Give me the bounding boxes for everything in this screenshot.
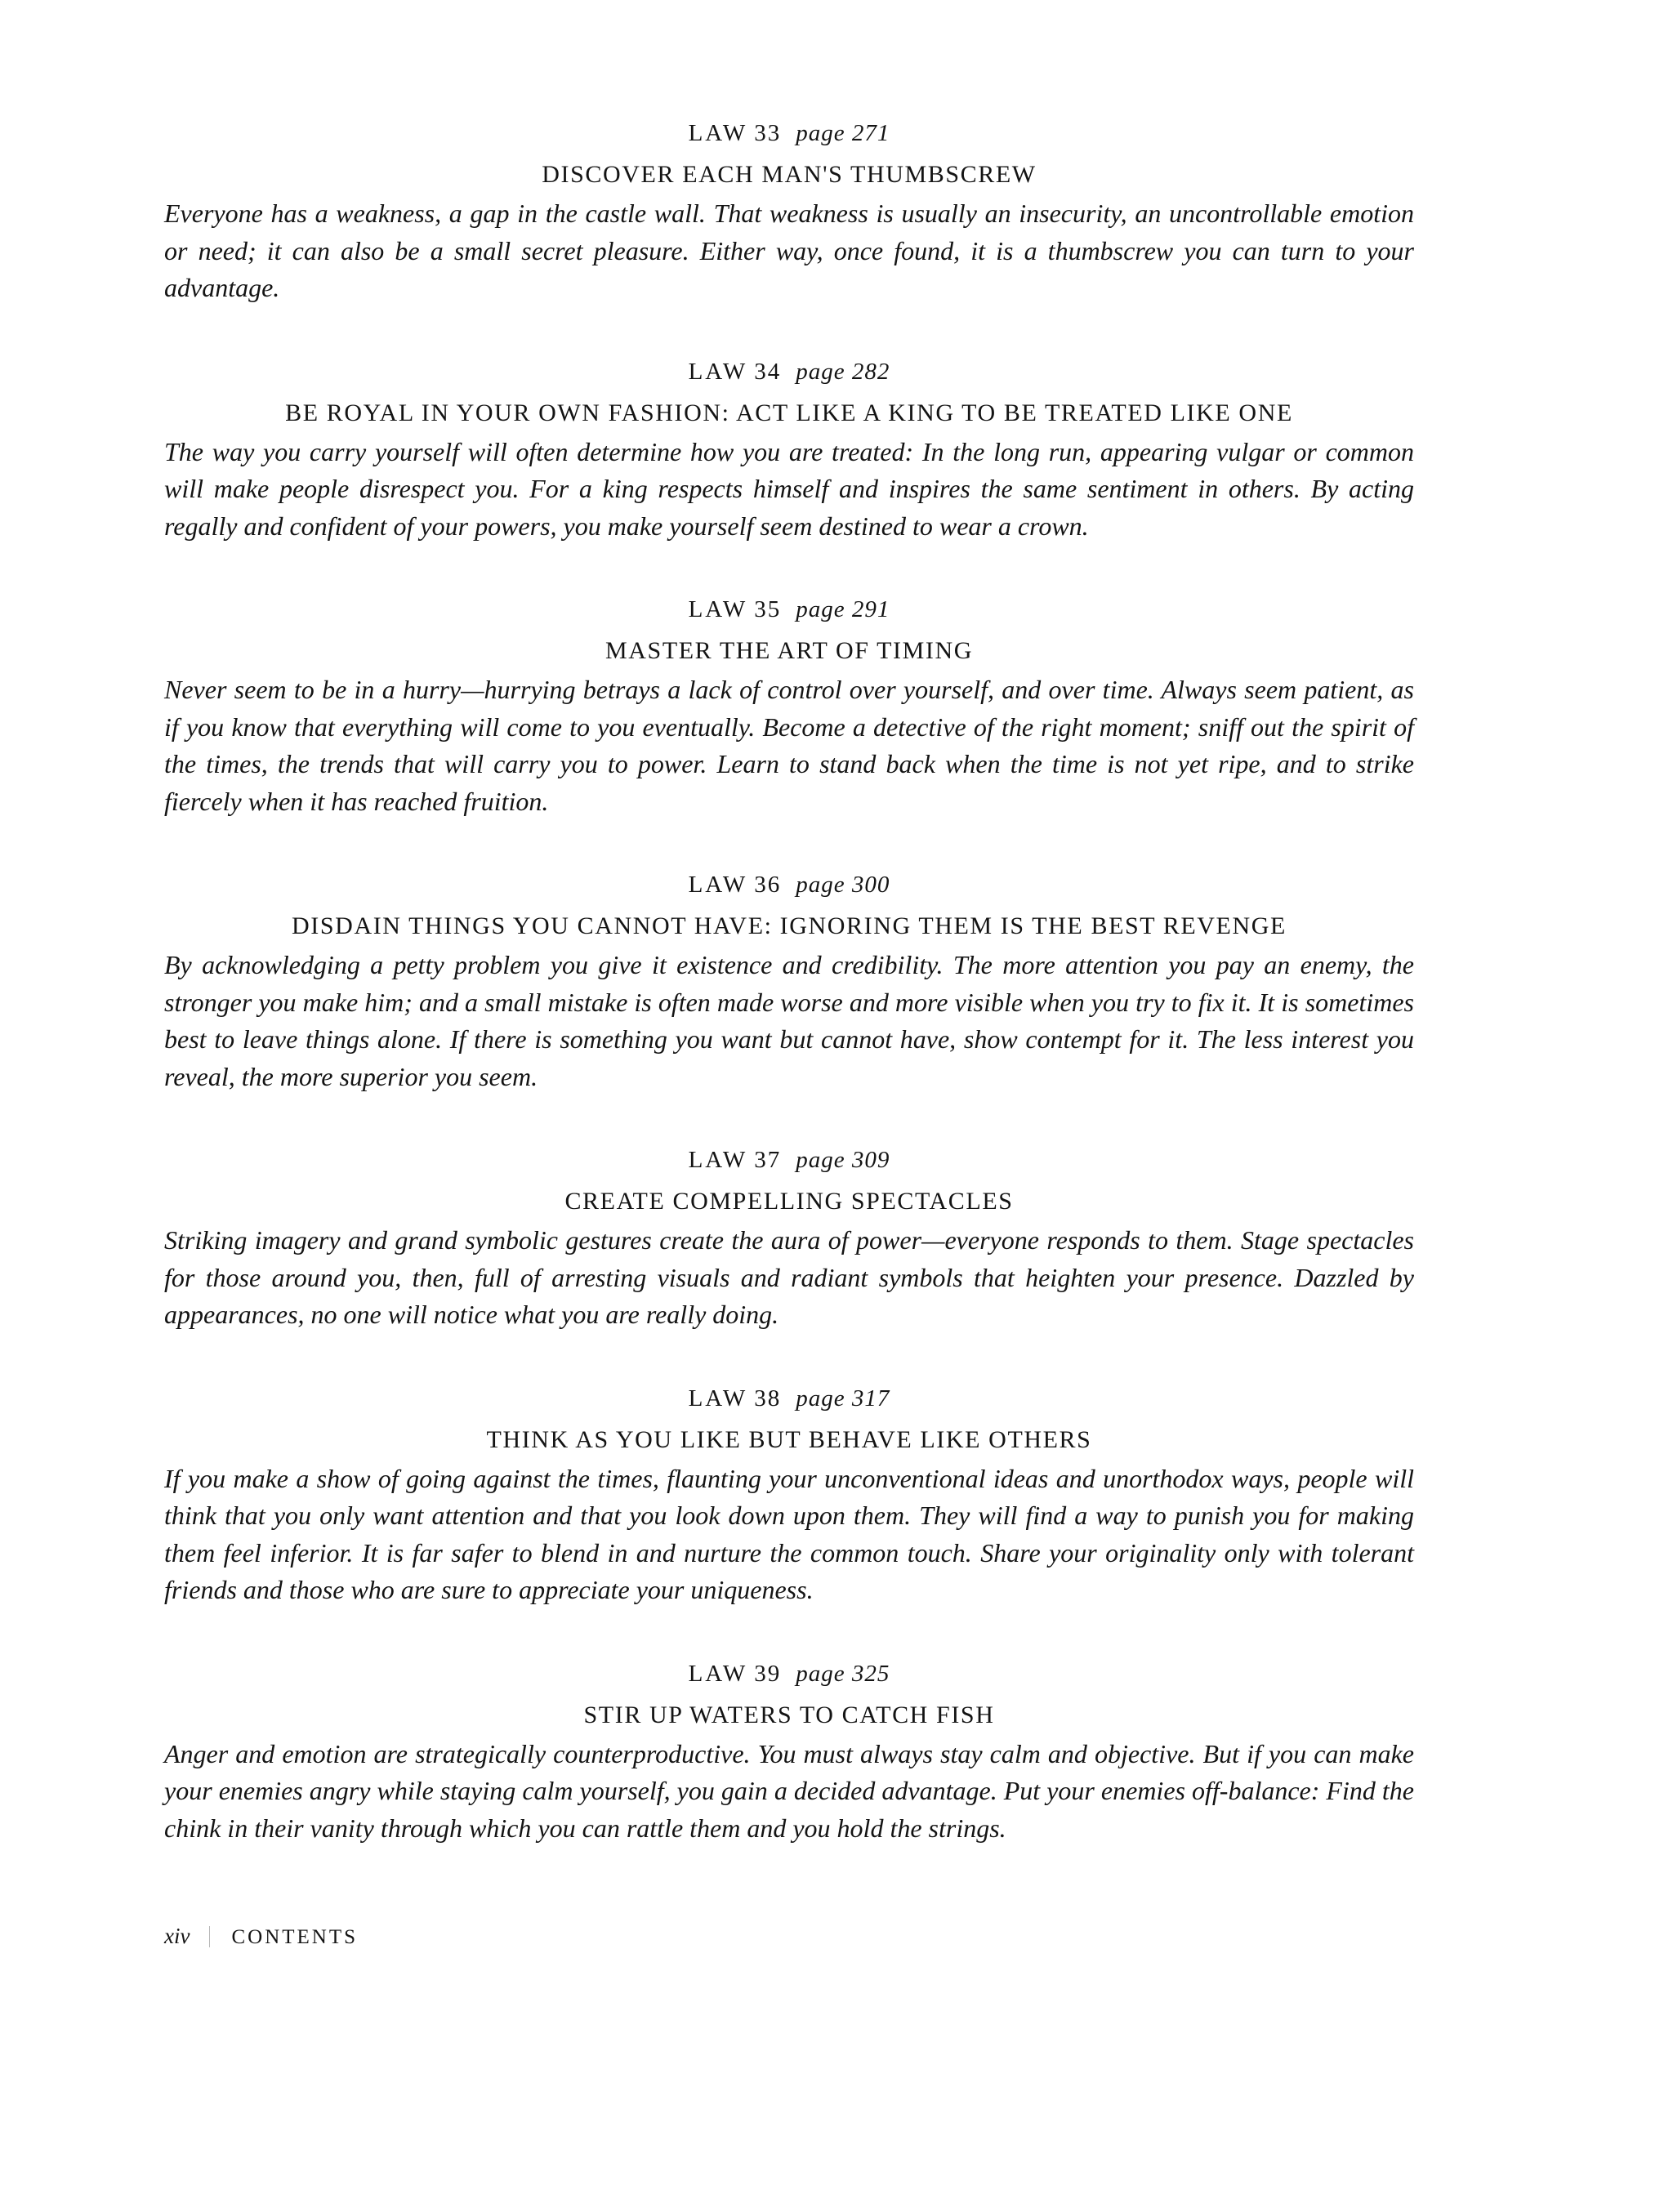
law-number: 33 — [754, 120, 782, 146]
law-summary: The way you carry yourself will often determine how you are treated: In the long run, appearing vulgar or common will make people disrespect you. For a king respects himself and inspires the same sentiment in others. By acting regally and confident of your powers, you make yourself seem destined to wear a crown. — [164, 436, 1414, 541]
law-number: 35 — [754, 596, 782, 622]
law-title: THINK AS YOU LIKE BUT BEHAVE LIKE OTHERS — [486, 1425, 1092, 1453]
law-heading — [164, 353, 1414, 390]
law-summary: Anger and emotion are strategically counterproductive. You must always stay calm and objective. But if you can make your enemies angry while staying calm yourself, you gain a decided advantage. Put your enemies off-balance: Find the chink in their vanity through which you can rattle them and you hold the strings. — [164, 1738, 1414, 1843]
law-title: DISDAIN THINGS YOU CANNOT HAVE: IGNORING THEM IS THE BEST REVENGE — [292, 912, 1287, 939]
law-number: 38 — [754, 1385, 782, 1411]
law-page-ref: page 271 — [796, 120, 890, 146]
page-footer — [164, 1924, 358, 1950]
law-heading — [164, 1380, 1414, 1417]
law-title: DISCOVER EACH MAN'S THUMBSCREW — [542, 161, 1037, 188]
page-number: xiv — [164, 1924, 190, 1948]
law-list — [164, 114, 1414, 1893]
law-number: 36 — [754, 872, 782, 898]
law-page-ref: page 300 — [796, 872, 890, 898]
law-label: LAW — [688, 596, 748, 622]
law-label: LAW — [688, 120, 748, 146]
law-label: LAW — [688, 872, 748, 898]
law-heading — [164, 114, 1414, 152]
law-heading — [164, 1655, 1414, 1692]
law-entry-38 — [164, 1380, 1414, 1609]
law-page-ref: page 317 — [796, 1385, 890, 1411]
law-title: MASTER THE ART OF TIMING — [605, 637, 973, 664]
law-page-ref: page 325 — [796, 1660, 890, 1687]
law-entry-33 — [164, 114, 1414, 307]
law-page-ref: page 282 — [796, 358, 890, 385]
law-heading — [164, 1141, 1414, 1179]
law-label: LAW — [688, 1385, 748, 1411]
law-number: 37 — [754, 1147, 782, 1173]
law-summary: Everyone has a weakness, a gap in the castle wall. That weakness is usually an insecurity, an uncontrollable emotion or need; it can also be a small secret pleasure. Either way, once found, it is a thumbscrew you can turn to your advantage. — [164, 198, 1414, 302]
law-title: CREATE COMPELLING SPECTACLES — [564, 1188, 1014, 1215]
footer-divider — [209, 1926, 210, 1947]
running-footer-label: CONTENTS — [231, 1926, 359, 1948]
law-entry-36 — [164, 866, 1414, 1095]
law-entry-34 — [164, 353, 1414, 546]
law-heading — [164, 866, 1414, 903]
law-entry-37 — [164, 1141, 1414, 1334]
law-title: BE ROYAL IN YOUR OWN FASHION: ACT LIKE A KING TO BE TREATED LIKE ONE — [285, 399, 1293, 426]
law-title: STIR UP WATERS TO CATCH FISH — [583, 1701, 995, 1728]
law-summary: If you make a show of going against the times, flaunting your unconventional ideas and unorthodox ways, people will think that you only want attention and that you look down upon them. They will find a way to punish you for making them feel inferior. It is far safer to blend in and nurture the common touch. Share your originality only with tolerant friends and those who are sure to appreciate your uniqueness. — [164, 1463, 1414, 1604]
law-label: LAW — [688, 1147, 748, 1173]
law-page-ref: page 291 — [796, 596, 890, 622]
law-label: LAW — [688, 1660, 748, 1687]
law-summary: Never seem to be in a hurry—hurrying betrays a lack of control over yourself, and over time. Always seem patient, as if you know that everything will come to you eventually. Become a detective of the right moment; sniff out the spirit of the times, the trends that will carry you to power. Learn to stand back when the time is not yet ripe, and to strike fiercely when it has reached fruition. — [164, 675, 1414, 816]
law-label: LAW — [688, 358, 748, 385]
law-heading — [164, 591, 1414, 628]
law-number: 34 — [754, 358, 782, 385]
law-number: 39 — [754, 1660, 782, 1687]
law-entry-35 — [164, 591, 1414, 820]
law-page-ref: page 309 — [796, 1147, 890, 1173]
law-entry-39 — [164, 1655, 1414, 1848]
law-summary: By acknowledging a petty problem you give it existence and credibility. The more attention you pay an enemy, the stronger you make him; and a small mistake is often made worse and more visible when you try to fix it. It is sometimes best to leave things alone. If there is something you want but cannot have, show contempt for it. The less interest you reveal, the more superior you seem. — [164, 950, 1414, 1091]
law-summary: Striking imagery and grand symbolic gestures create the aura of power—everyone responds to them. Stage spectacles for those around you, then, full of arresting visuals and radiant symbols that heighten your presence. Dazzled by appearances, no one will notice what you are really doing. — [164, 1225, 1414, 1329]
